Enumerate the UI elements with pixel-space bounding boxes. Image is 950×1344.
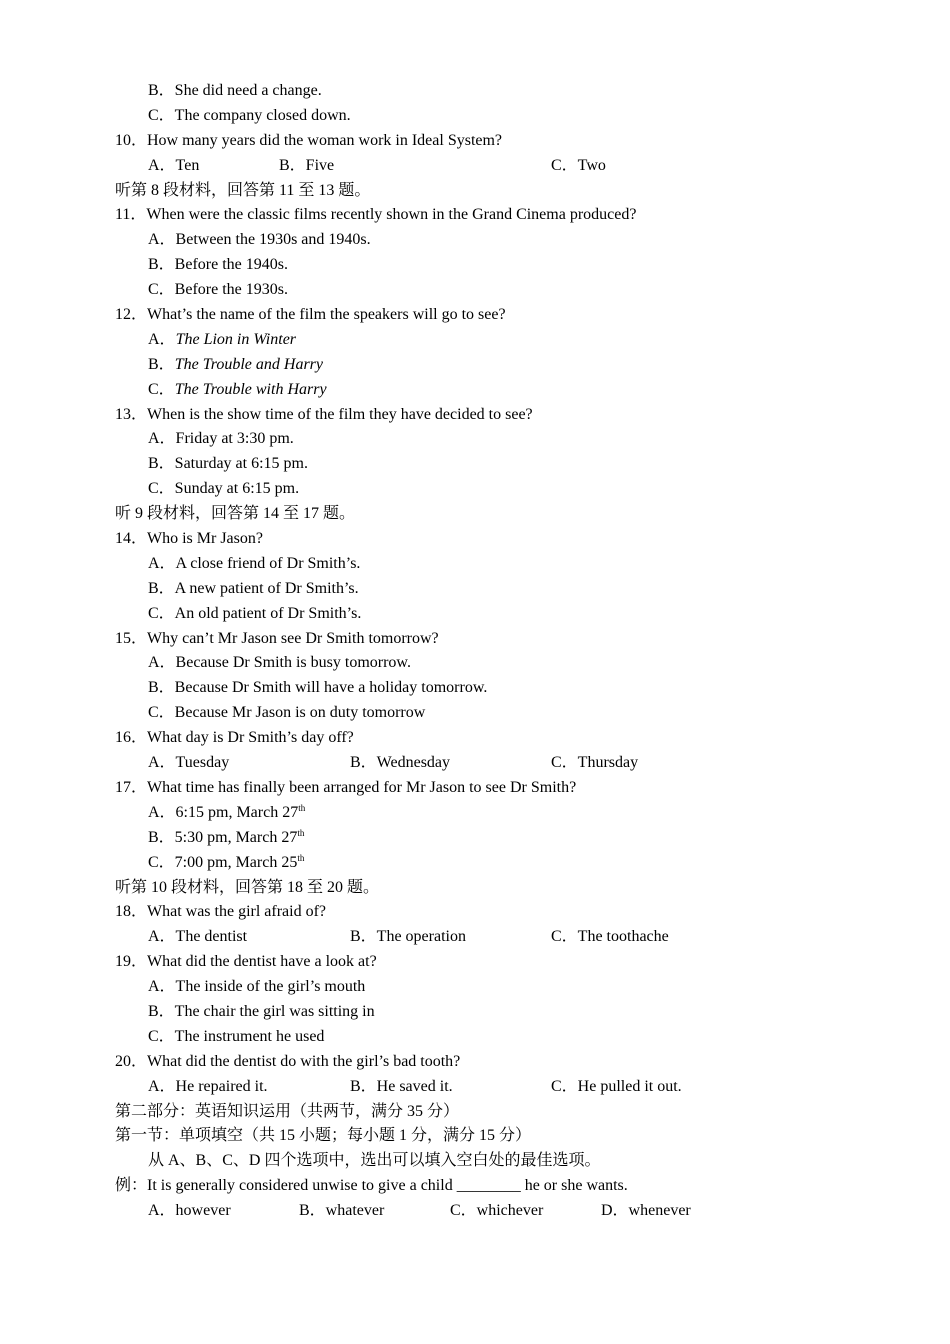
option-text: A．A close friend of Dr Smith’s.: [148, 554, 361, 572]
answer-option: [0, 328, 950, 353]
answer-option: [0, 602, 950, 627]
question-text: 10．How many years did the woman work in Ideal System?: [115, 131, 503, 149]
answer-option: C．He pulled it out.: [551, 1077, 682, 1095]
answer-option: [0, 253, 950, 278]
answer-option: A．Tuesday: [148, 754, 230, 772]
answer-option: [0, 975, 950, 1000]
option-text: B．Before the 1940s.: [148, 256, 288, 274]
answer-option: A．Ten: [148, 156, 200, 174]
question-text: 15．Why can’t Mr Jason see Dr Smith tomorrow?: [115, 629, 439, 647]
option-text: B．A new patient of Dr Smith’s.: [148, 579, 359, 597]
answer-option: [0, 1000, 950, 1025]
answer-option: A．He repaired it.: [148, 1077, 268, 1095]
option-text: A．Between the 1930s and 1940s.: [148, 231, 371, 249]
answer-option: [0, 801, 950, 826]
option-text: C．The company closed down.: [148, 106, 351, 124]
section-heading: 例：It is generally considered unwise to give a child ________ he or she wants.: [115, 1177, 628, 1195]
question-text: 12．What’s the name of the film the speakers will go to see?: [115, 306, 506, 324]
option-text: A．Because Dr Smith is busy tomorrow.: [148, 654, 411, 672]
answer-option: [0, 701, 950, 726]
option-text: C．Because Mr Jason is on duty tomorrow: [148, 704, 426, 722]
option-text: C．An old patient of Dr Smith’s.: [148, 604, 362, 622]
answer-options-row: [0, 1199, 950, 1224]
question-text: 11．When were the classic films recently shown in the Grand Cinema produced?: [115, 206, 637, 224]
answer-option: A．The dentist: [148, 928, 248, 946]
answer-options-row: [0, 154, 950, 179]
answer-option: [0, 1025, 950, 1050]
answer-option: C．Two: [551, 156, 606, 174]
answer-option: [0, 577, 950, 602]
option-text: C．Sunday at 6:15 pm.: [148, 480, 300, 498]
option-text: B．5:30 pm, March 27: [148, 828, 298, 846]
section-heading: 听第 8 段材料，回答第 11 至 13 题。: [115, 181, 371, 199]
answer-option: C．Thursday: [551, 754, 639, 772]
answer-option: [0, 104, 950, 129]
answer-option: [0, 278, 950, 303]
answer-options-row: [0, 925, 950, 950]
film-title: The Trouble with Harry: [174, 380, 327, 398]
ordinal-suffix: th: [297, 852, 305, 863]
answer-option: B．Five: [279, 156, 335, 174]
answer-options-row: [0, 751, 950, 776]
section-heading: 第一节：单项填空（共 15 小题；每小题 1 分，满分 15 分）: [115, 1127, 532, 1145]
answer-option: [0, 452, 950, 477]
option-text: A．Friday at 3:30 pm.: [148, 430, 294, 448]
section-heading: 听 9 段材料，回答第 14 至 17 题。: [115, 505, 356, 523]
question-text: 13．When is the show time of the film they have decided to see?: [115, 405, 533, 423]
option-text: A．6:15 pm, March 27: [148, 803, 299, 821]
option-text: A．The inside of the girl’s mouth: [148, 978, 366, 996]
answer-option: [0, 228, 950, 253]
option-label: C．: [148, 380, 175, 398]
answer-option: [0, 477, 950, 502]
question-text: 17．What time has finally been arranged for Mr Jason to see Dr Smith?: [115, 778, 577, 796]
question-text: 20．What did the dentist do with the girl’s bad tooth?: [115, 1052, 461, 1070]
option-text: C．The instrument he used: [148, 1027, 325, 1045]
answer-option: [0, 427, 950, 452]
option-text: B．The chair the girl was sitting in: [148, 1002, 375, 1020]
answer-option: C．whichever: [450, 1202, 544, 1220]
option-label: B．: [148, 355, 175, 373]
option-text: C．7:00 pm, March 25: [148, 853, 298, 871]
option-text: B．She did need a change.: [148, 82, 322, 99]
film-title: The Trouble and Harry: [174, 355, 323, 373]
question-text: 18．What was the girl afraid of?: [115, 903, 327, 921]
answer-option: [0, 552, 950, 577]
answer-option: [0, 378, 950, 403]
ordinal-suffix: th: [297, 827, 305, 838]
option-text: C．Before the 1930s.: [148, 281, 288, 299]
instruction-text: 从 A、B、C、D 四个选项中，选出可以填入空白处的最佳选项。: [148, 1152, 601, 1170]
answer-option: [0, 826, 950, 851]
answer-options-row: [0, 1075, 950, 1100]
answer-option: [0, 651, 950, 676]
answer-option: [0, 353, 950, 378]
answer-option: [0, 676, 950, 701]
answer-option: [0, 79, 950, 104]
answer-option: D．whenever: [601, 1202, 691, 1220]
section-heading: 听第 10 段材料，回答第 18 至 20 题。: [115, 878, 380, 896]
option-text: B．Because Dr Smith will have a holiday tomorrow.: [148, 679, 488, 697]
question-text: 16．What day is Dr Smith’s day off?: [115, 729, 354, 747]
ordinal-suffix: th: [298, 802, 306, 813]
answer-option: A．however: [148, 1202, 231, 1220]
exam-page: [0, 79, 950, 1224]
film-title: The Lion in Winter: [175, 330, 297, 348]
option-label: A．: [148, 330, 176, 348]
answer-option: B．He saved it.: [350, 1077, 453, 1095]
section-heading: 第二部分：英语知识运用（共两节，满分 35 分）: [115, 1102, 460, 1120]
option-text: B．Saturday at 6:15 pm.: [148, 455, 308, 473]
answer-option: B．The operation: [350, 928, 466, 946]
question-text: 19．What did the dentist have a look at?: [115, 953, 377, 971]
answer-option: [0, 851, 950, 876]
answer-option: C．The toothache: [551, 928, 669, 946]
question-text: 14．Who is Mr Jason?: [115, 530, 263, 548]
answer-option: B．whatever: [299, 1202, 385, 1220]
answer-option: B．Wednesday: [350, 754, 451, 772]
